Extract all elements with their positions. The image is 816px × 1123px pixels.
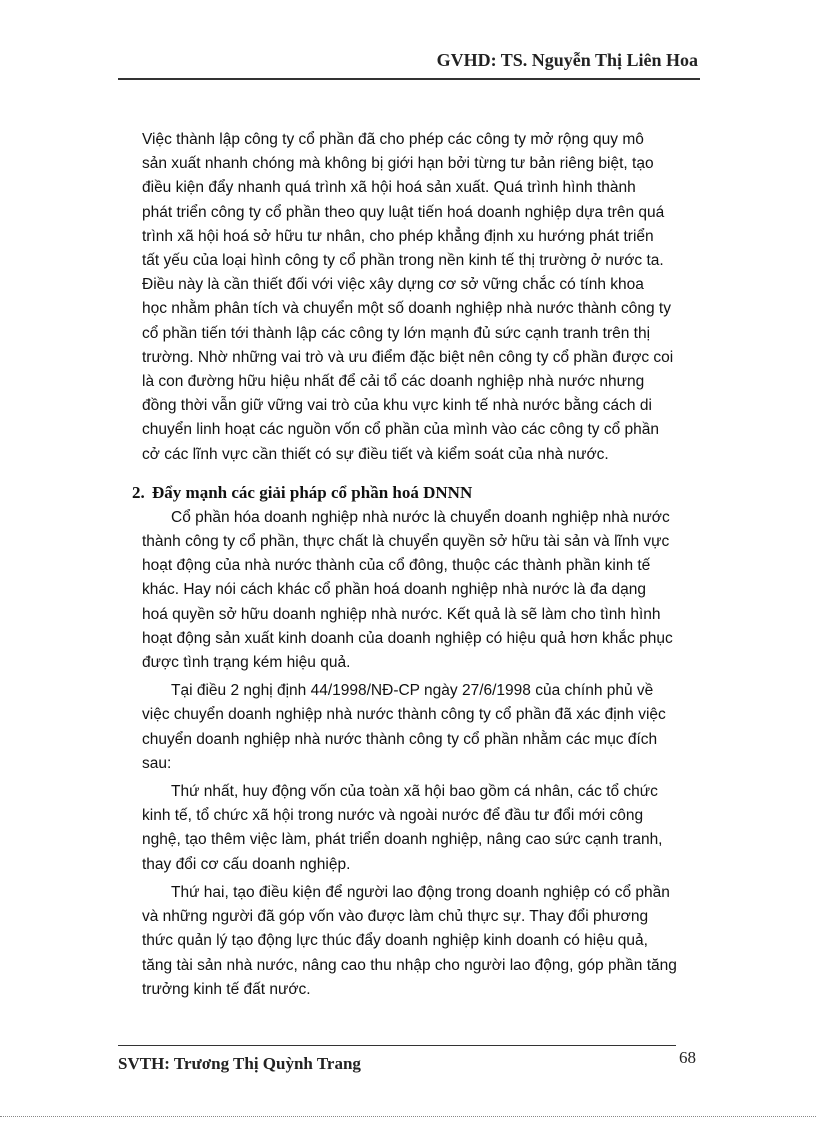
text-line: tăng tài sản nhà nước, nâng cao thu nhập cho người lao động, góp phần tăng [142,956,677,974]
header-rule [118,78,700,80]
text-line: khác. Hay nói cách khác cổ phần hoá doanh nghiệp nhà nước là đa dạng [142,581,646,599]
paragraph-3 [142,679,698,776]
paragraph-1 [142,128,698,467]
text-line: Tại điều 2 nghị định 44/1998/NĐ-CP ngày 27/6/1998 của chính phủ về [171,682,654,700]
text-line: điều kiện đẩy nhanh quá trình xã hội hoá sản xuất. Quá trình hình thành [142,179,636,197]
text-line: được tình trạng kém hiệu quả. [142,654,351,672]
section-number: 2. [132,482,145,502]
section-title: Đẩy mạnh các giải pháp cổ phần hoá DNNN [152,482,473,502]
text-line: hoá quyền sở hữu doanh nghiệp nhà nước. Kết quả là sẽ làm cho tình hình [142,605,661,623]
text-line: Điều này là cần thiết đối với việc xây dựng cơ sở vững chắc có tính khoa [142,276,644,294]
text-line: sản xuất nhanh chóng mà không bị giới hạn bởi từng tư bản riêng biệt, tạo [142,155,654,173]
page-edge-dotted-line [0,1116,816,1117]
text-line: Việc thành lập công ty cổ phần đã cho phép các công ty mở rộng quy mô [142,131,644,148]
text-line: cổ phần tiến tới thành lập các công ty lớn mạnh đủ sức cạnh tranh trên thị [142,324,651,342]
text-line: hoạt động của nhà nước thành của cổ đông, thuộc các thành phần kinh tế [142,557,651,575]
footer-student: SVTH: Trương Thị Quỳnh Trang [118,1054,361,1073]
text-line: trình xã hội hoá sở hữu tư nhân, cho phép khẳng định xu hướng phát triển [142,227,654,245]
text-line: sau: [142,754,172,772]
text-line: thành công ty cổ phần, thực chất là chuyển quyền sở hữu tài sản và lĩnh vực [142,533,670,551]
text-line: việc chuyển doanh nghiệp nhà nước thành công ty cổ phần đã xác định việc [142,706,666,724]
paragraph-5 [142,881,698,1002]
text-line: cở các lĩnh vực cần thiết có sự điều tiết và kiểm soát của nhà nước. [142,445,609,463]
text-line: và những người đã góp vốn vào được làm chủ thực sự. Thay đổi phương [142,908,649,926]
text-line: trường. Nhờ những vai trò và ưu điểm đặc biệt nên công ty cổ phần được coi [142,348,674,366]
header-supervisor: GVHD: TS. Nguyễn Thị Liên Hoa [436,50,698,70]
body-text [132,128,698,1002]
section-heading [132,480,698,506]
text-line: Thứ hai, tạo điều kiện để người lao động trong doanh nghiệp có cổ phần [171,883,670,901]
text-line: phát triển công ty cổ phần theo quy luật tiến hoá doanh nghiệp dựa trên quá [142,203,665,221]
text-line: Cổ phần hóa doanh nghiệp nhà nước là chuyển doanh nghiệp nhà nước [171,508,670,526]
text-line: học nhằm phân tích và chuyển một số doanh nghiệp nhà nước thành công ty [142,300,671,318]
text-line: kinh tế, tổ chức xã hội trong nước và ngoài nước để đầu tư đổi mới công [142,807,644,825]
text-line: tất yếu của loại hình công ty cổ phần trong nền kinh tế thị trường ở nước ta. [142,252,664,270]
text-line: trưởng kinh tế đất nước. [142,980,311,998]
paragraph-4 [142,780,698,877]
text-line: thay đổi cơ cấu doanh nghiệp. [142,855,351,873]
text-line: hoạt động sản xuất kinh doanh của doanh nghiệp có hiệu quả hơn khắc phục [142,629,673,647]
page-number: 68 [679,1048,696,1067]
text-line: là con đường hữu hiệu nhất để cải tổ các doanh nghiệp nhà nước nhưng [142,373,645,391]
text-line: đồng thời vẫn giữ vững vai trò của khu vực kinh tế nhà nước bằng cách di [142,397,652,415]
text-line: thức quản lý tạo động lực thúc đẩy doanh nghiệp kinh doanh có hiệu quả, [142,932,648,950]
text-line: chuyển linh hoạt các nguồn vốn cổ phần của mình vào các công ty cổ phần [142,421,660,439]
footer-rule [118,1045,676,1046]
text-line: Thứ nhất, huy động vốn của toàn xã hội bao gồm cá nhân, các tổ chức [171,783,658,801]
text-line: nghệ, tạo thêm việc làm, phát triển doanh nghiệp, nâng cao sức cạnh tranh, [142,831,663,849]
paragraph-2 [142,506,698,675]
text-line: chuyển doanh nghiệp nhà nước thành công ty cổ phần nhằm các mục đích [142,730,658,748]
